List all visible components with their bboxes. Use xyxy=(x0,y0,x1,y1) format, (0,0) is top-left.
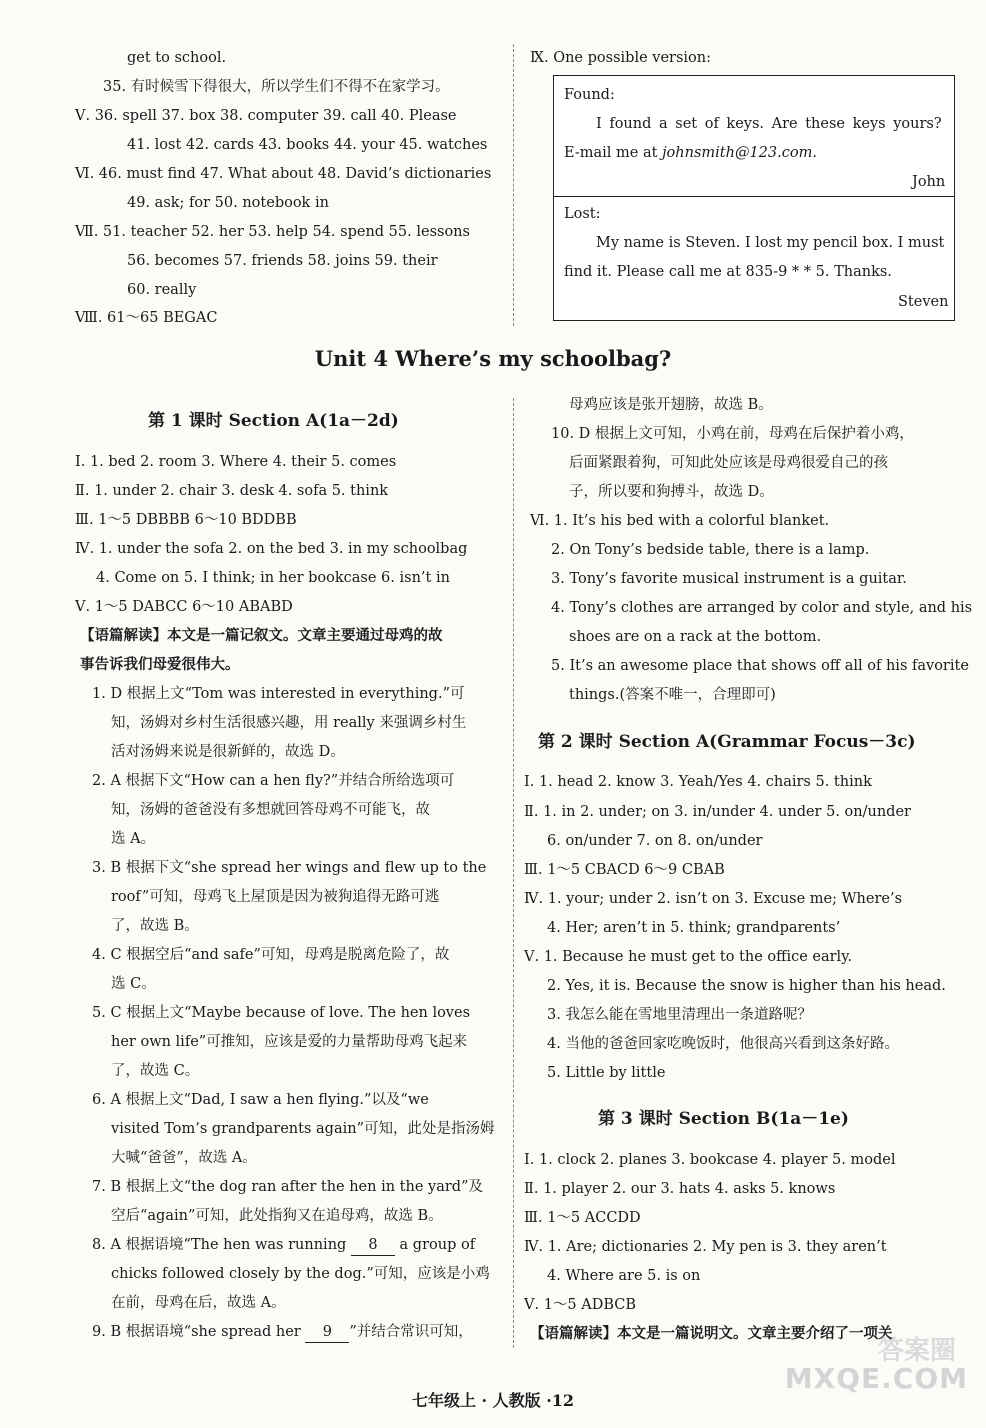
found-label: Found: xyxy=(564,87,615,103)
q5-line: her own life”可推知，应该是爱的力量帮助母鸡飞起来 xyxy=(111,1034,468,1050)
ix-header: Ⅸ. One possible version: xyxy=(530,50,712,66)
found-line2: E-mail me at johnsmith@123.com. xyxy=(564,145,817,161)
sec1-line: Ⅴ. 1～5 DABCC 6～10 ABABD xyxy=(75,599,293,615)
sec2-line: Ⅴ. 1. Because he must get to the office early. xyxy=(524,949,853,965)
sec2-line: Ⅱ. 1. in 2. under; on 3. in/under 4. under 5. on/under xyxy=(524,804,911,820)
top-left-line: 56. becomes 57. friends 58. joins 59. their xyxy=(127,253,438,269)
sec3-line: 4. Where are 5. is on xyxy=(547,1268,701,1284)
q3-line: 3. B 根据下文“she spread her wings and flew up to the xyxy=(92,860,487,876)
right-line: 5. It’s an awesome place that shows off all of his favorite xyxy=(551,658,969,674)
sec2-line: 5. Little by little xyxy=(547,1065,666,1081)
q6-line: visited Tom’s grandparents again”可知，此处是指汤姆 xyxy=(111,1121,495,1137)
q3-line: 了，故选 B。 xyxy=(111,918,199,934)
sec2-line: 4. Her; aren’t in 5. think; grandparents’ xyxy=(547,920,841,936)
right-line: 2. On Tony’s bedside table, there is a lamp. xyxy=(551,542,870,558)
q7-line: 7. B 根据上文“the dog ran after the hen in the yard”及 xyxy=(92,1179,483,1195)
sec3-line: Ⅴ. 1～5 ADBCB xyxy=(524,1297,637,1313)
watermark-logo: 答案圈 xyxy=(877,1336,956,1366)
top-left-line: Ⅶ. 51. teacher 52. her 53. help 54. spend 55. lessons xyxy=(75,224,470,240)
lost-sign: Steven xyxy=(898,294,949,310)
analysis2-line: 【语篇解读】本文是一篇说明文。文章主要介绍了一项关 xyxy=(530,1325,893,1342)
q8-line: chicks followed closely by the dog.”可知，应该是小鸡 xyxy=(111,1266,490,1282)
sec2-line: 6. on/under 7. on 8. on/under xyxy=(547,833,763,849)
sec1-line: Ⅰ. 1. bed 2. room 3. Where 4. their 5. comes xyxy=(75,454,397,470)
top-left-line: Ⅷ. 61～65 BEGAC xyxy=(75,310,218,326)
sec3-line: Ⅰ. 1. clock 2. planes 3. bookcase 4. player 5. model xyxy=(524,1152,896,1168)
q7-line: 空后“again”可知，此处指狗又在追母鸡，故选 B。 xyxy=(111,1208,443,1224)
q9-blank: 9 xyxy=(305,1322,349,1343)
page-footer: 七年级上 · 人教版 ·12 xyxy=(411,1391,575,1410)
top-left-line: Ⅵ. 46. must find 47. What about 48. David’s dictionaries xyxy=(75,166,492,182)
sec2-line: 4. 当他的爸爸回家吃晚饭时，他很高兴看到这条好路。 xyxy=(547,1036,899,1052)
right-line: shoes are on a rack at the bottom. xyxy=(569,629,822,645)
right-line: 3. Tony’s favorite musical instrument is a guitar. xyxy=(551,571,907,587)
sec1-line: Ⅲ. 1～5 DBBBB 6～10 BDDBB xyxy=(75,512,297,528)
sec2-line: 2. Yes, it is. Because the snow is higher than his head. xyxy=(547,978,946,994)
top-left-line: Ⅴ. 36. spell 37. box 38. computer 39. call 40. Please xyxy=(75,108,457,124)
top-left-line: 60. really xyxy=(127,282,197,298)
sec1-line: Ⅳ. 1. under the sofa 2. on the bed 3. in my schoolbag xyxy=(75,541,468,557)
sec1-line: 4. Come on 5. I think; in her bookcase 6. isn’t in xyxy=(96,570,450,586)
q9-line: 9. B 根据语境“she spread her 9 ”并结合常识可知， xyxy=(92,1322,473,1343)
sec2-line: Ⅰ. 1. head 2. know 3. Yeah/Yes 4. chairs 5. think xyxy=(524,774,872,790)
right-line: 子，所以要和狗搏斗，故选 D。 xyxy=(569,484,774,500)
q1-line: 1. D 根据上文“Tom was interested in everything.”可 xyxy=(92,686,465,702)
right-line: things.(答案不唯一，合理即可) xyxy=(569,687,776,703)
q2-line: 知，汤姆的爸爸没有多想就回答母鸡不可能飞，故 xyxy=(111,802,430,818)
q4-line: 选 C。 xyxy=(111,976,156,992)
section3-title: 第 3 课时 Section B(1a－1e) xyxy=(598,1109,849,1129)
sec3-line: Ⅲ. 1～5 ACCDD xyxy=(524,1210,641,1226)
found-line1: I found a set of keys. Are these keys yours? xyxy=(596,116,942,132)
top-left-line: 41. lost 42. cards 43. books 44. your 45. watches xyxy=(127,137,488,153)
q6-line: 6. A 根据上文“Dad, I saw a hen flying.”以及“we xyxy=(92,1092,429,1108)
right-line: 后面紧跟着狗，可知此处应该是母鸡很爱自己的孩 xyxy=(569,455,888,471)
unit-title: Unit 4 Where’s my schoolbag? xyxy=(314,346,672,371)
top-left-line: get to school. xyxy=(127,50,227,66)
right-line: 4. Tony’s clothes are arranged by color and style, and his xyxy=(551,600,973,616)
column-separator xyxy=(513,398,514,1348)
q5-line: 5. C 根据上文“Maybe because of love. The hen loves xyxy=(92,1005,471,1021)
writing-box xyxy=(553,75,955,321)
right-line: Ⅵ. 1. It’s his bed with a colorful blanket. xyxy=(530,513,830,529)
top-left-line: 49. ask; for 50. notebook in xyxy=(127,195,329,211)
section2-title: 第 2 课时 Section A(Grammar Focus－3c) xyxy=(538,732,916,752)
q4-line: 4. C 根据空后“and safe”可知，母鸡是脱离危险了，故 xyxy=(92,947,450,963)
q2-line: 2. A 根据下文“How can a hen fly?”并结合所给选项可 xyxy=(92,773,455,789)
q5-line: 了，故选 C。 xyxy=(111,1063,200,1079)
lost-line1: My name is Steven. I lost my pencil box. I must xyxy=(596,235,945,251)
q1-line: 知，汤姆对乡村生活很感兴趣，用 really 来强调乡村生 xyxy=(111,715,467,731)
watermark-text: MXQE.COM xyxy=(784,1362,968,1395)
found-sign: John xyxy=(912,174,946,190)
sec2-line: Ⅳ. 1. your; under 2. isn’t on 3. Excuse me; Where’s xyxy=(524,891,903,907)
top-left-line: 35. 有时候雪下得很大，所以学生们不得不在家学习。 xyxy=(103,79,450,95)
q6-line: 大喊“爸爸”，故选 A。 xyxy=(111,1150,257,1166)
sec2-line: 3. 我怎么能在雪地里清理出一条道路呢？ xyxy=(547,1007,812,1023)
right-line: 10. D 根据上文可知，小鸡在前，母鸡在后保护着小鸡， xyxy=(551,426,914,442)
q3-line: roof”可知，母鸡飞上屋顶是因为被狗追得无路可逃 xyxy=(111,889,440,905)
sec2-line: Ⅲ. 1～5 CBACD 6～9 CBAB xyxy=(524,862,725,878)
q1-line: 活对汤姆来说是很新鲜的，故选 D。 xyxy=(111,744,345,760)
q8-line: 在前，母鸡在后，故选 A。 xyxy=(111,1295,286,1311)
sec3-line: Ⅳ. 1. Are; dictionaries 2. My pen is 3. they aren’t xyxy=(524,1239,887,1255)
analysis1-line1: 【语篇解读】本文是一篇记叙文。文章主要通过母鸡的故 xyxy=(80,627,443,644)
q8-blank: 8 xyxy=(351,1235,395,1256)
q2-line: 选 A。 xyxy=(111,831,156,847)
section1-title: 第 1 课时 Section A(1a－2d) xyxy=(148,411,399,431)
lost-label: Lost: xyxy=(564,206,601,222)
right-line: 母鸡应该是张开翅膀，故选 B。 xyxy=(569,397,773,413)
box-divider xyxy=(554,196,954,197)
email-address: johnsmith@123.com xyxy=(662,145,813,161)
sec3-line: Ⅱ. 1. player 2. our 3. hats 4. asks 5. knows xyxy=(524,1181,836,1197)
sec1-line: Ⅱ. 1. under 2. chair 3. desk 4. sofa 5. think xyxy=(75,483,389,499)
lost-line2: find it. Please call me at 835-9 * * 5. Thanks. xyxy=(564,264,892,280)
analysis1-line2: 事告诉我们母爱很伟大。 xyxy=(80,656,240,673)
column-separator xyxy=(513,44,514,326)
q8-line: 8. A 根据语境“The hen was running 8 a group of xyxy=(92,1235,475,1256)
